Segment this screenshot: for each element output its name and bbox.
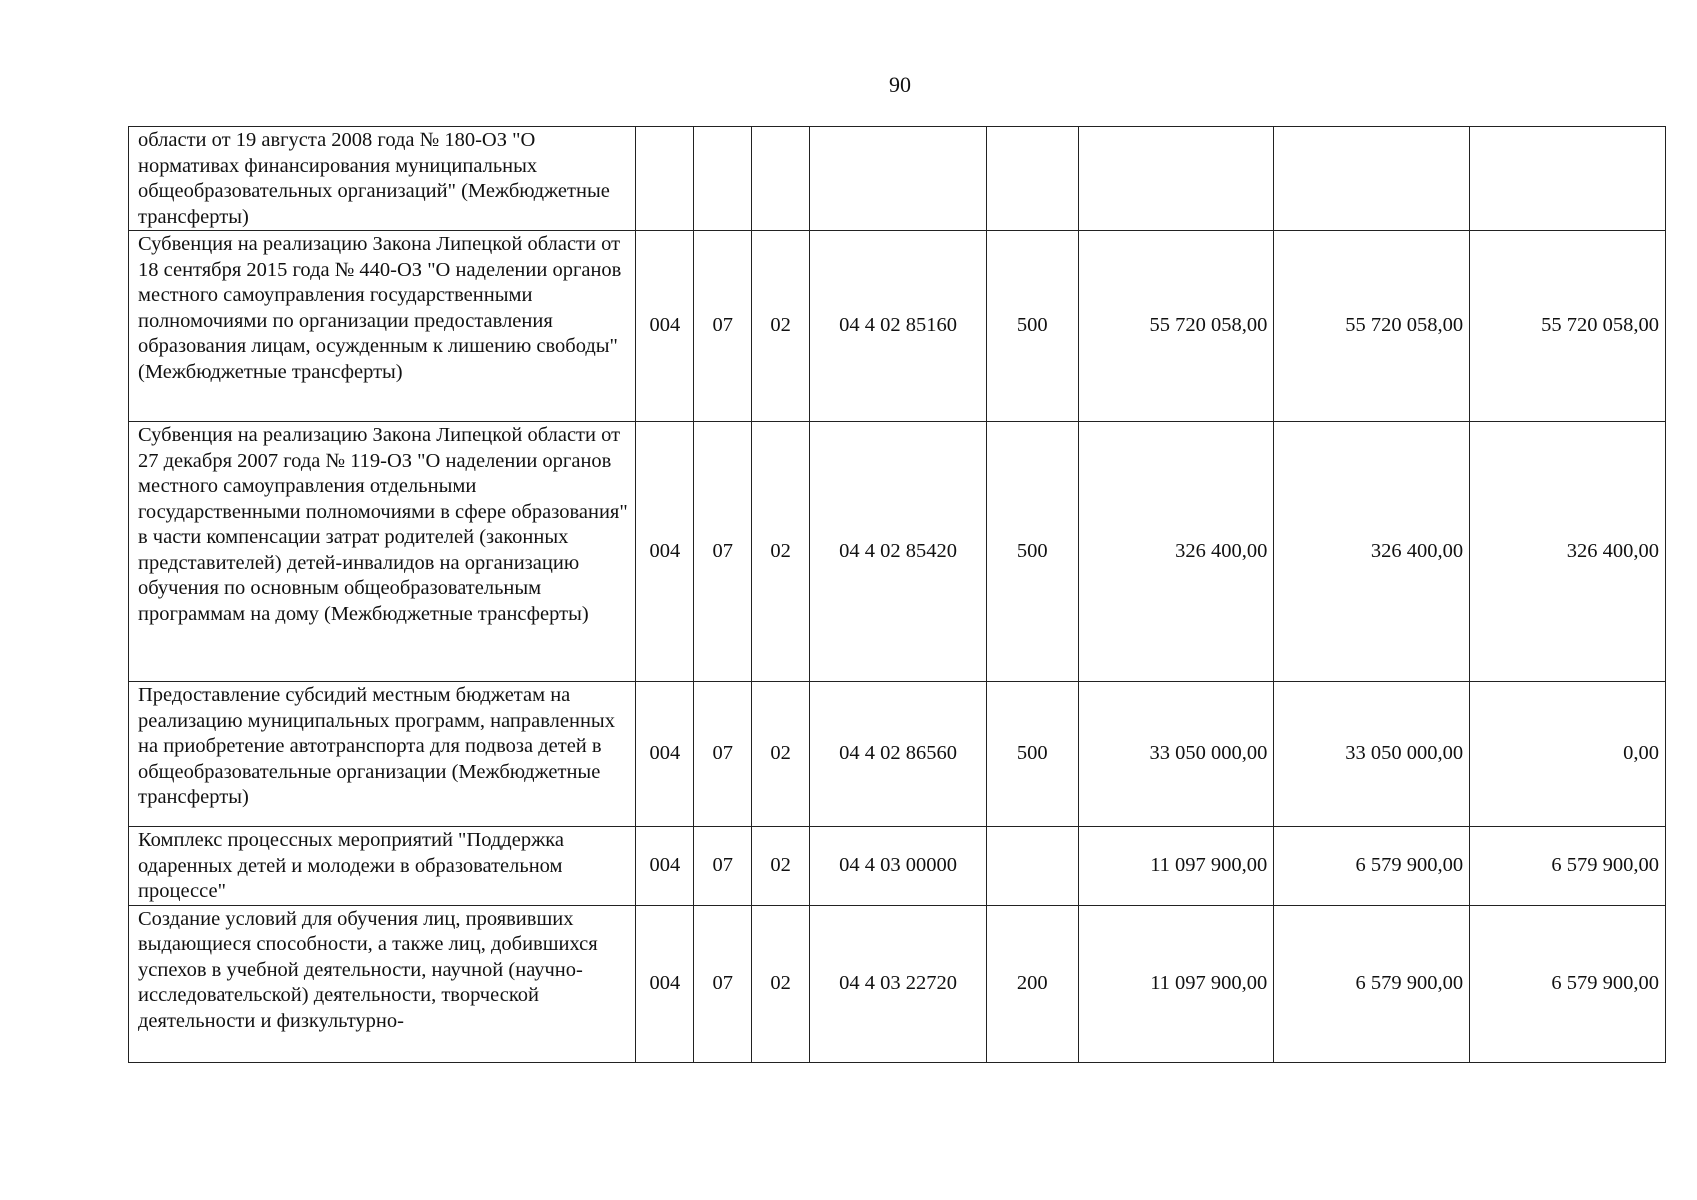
table-row: [129, 231, 1666, 422]
target-article: 04 4 02 85420: [810, 422, 987, 682]
amount-2: 6 579 900,00: [1274, 827, 1470, 906]
expense-type: 500: [986, 682, 1078, 827]
expense-type: 500: [986, 231, 1078, 422]
section-code: 07: [694, 422, 752, 682]
amount-3: 6 579 900,00: [1470, 827, 1666, 906]
section-code: [694, 127, 752, 231]
amount-1: 33 050 000,00: [1078, 682, 1274, 827]
amount-3: 326 400,00: [1470, 422, 1666, 682]
section-code: 07: [694, 231, 752, 422]
target-article: 04 4 03 00000: [810, 827, 987, 906]
subsection-code: [752, 127, 810, 231]
subsection-code: 02: [752, 827, 810, 906]
table-row: [129, 827, 1666, 906]
ministry-code: 004: [636, 905, 694, 1062]
amount-2: 326 400,00: [1274, 422, 1470, 682]
table-row: [129, 905, 1666, 1062]
page-number: 90: [889, 72, 911, 97]
amount-3: 0,00: [1470, 682, 1666, 827]
amount-1: [1078, 127, 1274, 231]
table-row: [129, 682, 1666, 827]
amount-2: 33 050 000,00: [1274, 682, 1470, 827]
amount-3: [1470, 127, 1666, 231]
amount-2: 6 579 900,00: [1274, 905, 1470, 1062]
section-code: 07: [694, 827, 752, 906]
amount-2: 55 720 058,00: [1274, 231, 1470, 422]
table-row: [129, 127, 1666, 231]
amount-1: 326 400,00: [1078, 422, 1274, 682]
subsection-code: 02: [752, 231, 810, 422]
amount-1: 11 097 900,00: [1078, 905, 1274, 1062]
expense-type: 500: [986, 422, 1078, 682]
row-description: Предоставление субсидий местным бюджетам на реализацию муниципальных программ, направленных на приобретение автотранспорта для подвоза детей в общеобразовательные организации (Межбюджетные трансферты): [129, 682, 636, 827]
ministry-code: 004: [636, 231, 694, 422]
ministry-code: 004: [636, 827, 694, 906]
row-description: Субвенция на реализацию Закона Липецкой области от 27 декабря 2007 года № 119-ОЗ "О наделении органов местного самоуправления отдельными государственными полномочиями в сфере образования" в части компенсации затрат родителей (законных представителей) детей-инвалидов на организацию обучения по основным общеобразовательным программам на дому (Межбюджетные трансферты): [129, 422, 636, 682]
row-description: области от 19 августа 2008 года № 180-ОЗ "О нормативах финансирования муниципальных общеобразовательных организаций" (Межбюджетные трансферты): [129, 127, 636, 231]
target-article: 04 4 03 22720: [810, 905, 987, 1062]
budget-table: [128, 126, 1666, 1063]
ministry-code: [636, 127, 694, 231]
subsection-code: 02: [752, 905, 810, 1062]
amount-1: 55 720 058,00: [1078, 231, 1274, 422]
amount-2: [1274, 127, 1470, 231]
table-row: [129, 422, 1666, 682]
section-code: 07: [694, 905, 752, 1062]
row-description: Субвенция на реализацию Закона Липецкой области от 18 сентября 2015 года № 440-ОЗ "О наделении органов местного самоуправления государственными полномочиями по организации предоставления образования лицам, осужденным к лишению свободы" (Межбюджетные трансферты): [129, 231, 636, 422]
target-article: 04 4 02 86560: [810, 682, 987, 827]
subsection-code: 02: [752, 682, 810, 827]
amount-3: 6 579 900,00: [1470, 905, 1666, 1062]
subsection-code: 02: [752, 422, 810, 682]
expense-type: [986, 827, 1078, 906]
target-article: 04 4 02 85160: [810, 231, 987, 422]
row-description: Комплекс процессных мероприятий "Поддержка одаренных детей и молодежи в образовательном процессе": [129, 827, 636, 906]
expense-type: 200: [986, 905, 1078, 1062]
expense-type: [986, 127, 1078, 231]
row-description: Создание условий для обучения лиц, проявивших выдающиеся способности, а также лиц, добившихся успехов в учебной деятельности, научной (научно-исследовательской) деятельности, творческой деятельности и физкультурно-: [129, 905, 636, 1062]
target-article: [810, 127, 987, 231]
ministry-code: 004: [636, 682, 694, 827]
section-code: 07: [694, 682, 752, 827]
ministry-code: 004: [636, 422, 694, 682]
amount-1: 11 097 900,00: [1078, 827, 1274, 906]
amount-3: 55 720 058,00: [1470, 231, 1666, 422]
